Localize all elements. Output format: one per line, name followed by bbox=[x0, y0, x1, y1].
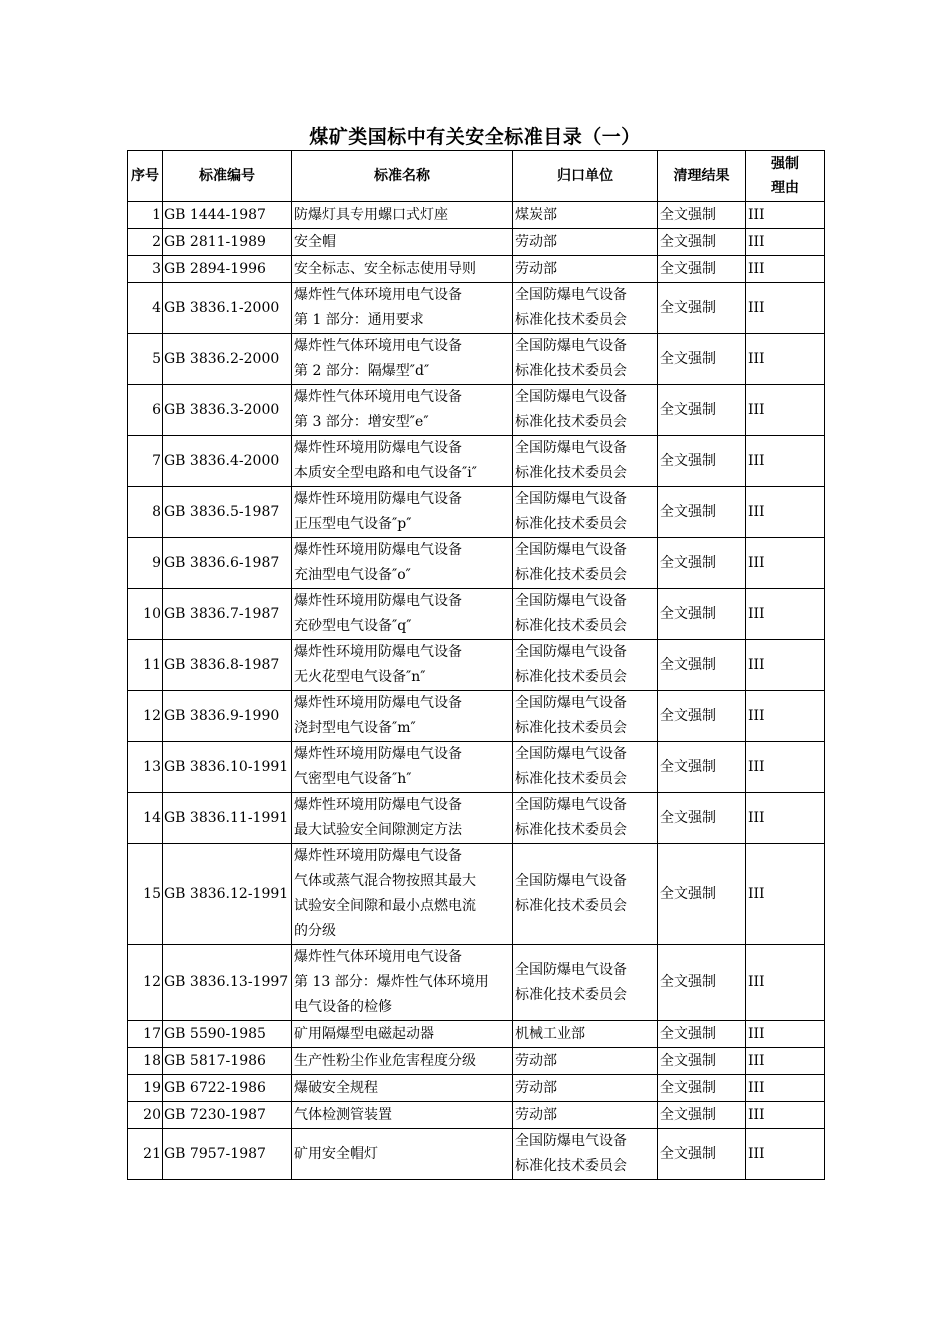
responsible-unit bbox=[513, 1021, 658, 1048]
standard-name bbox=[292, 385, 513, 436]
responsible-unit-line: 标准化技术委员会 bbox=[515, 986, 627, 1003]
header-dept: 归口单位 bbox=[513, 151, 658, 202]
header-no: 序号 bbox=[128, 151, 163, 202]
cleanup-result: 全文强制 bbox=[658, 334, 746, 385]
row-number: 17 bbox=[128, 1021, 163, 1048]
row-number: 6 bbox=[128, 385, 163, 436]
standard-name-line: 第 1 部分：通用要求 bbox=[294, 312, 424, 328]
table-row bbox=[128, 1075, 825, 1102]
standard-name bbox=[292, 1021, 513, 1048]
responsible-unit bbox=[513, 436, 658, 487]
responsible-unit bbox=[513, 202, 658, 229]
cleanup-result: 全文强制 bbox=[658, 436, 746, 487]
page-title: 煤矿类国标中有关安全标准目录（一） bbox=[309, 126, 641, 148]
mandatory-reason: III bbox=[746, 538, 825, 589]
table-row bbox=[128, 844, 825, 945]
standard-name bbox=[292, 793, 513, 844]
table-row bbox=[128, 436, 825, 487]
row-number: 4 bbox=[128, 283, 163, 334]
standard-name bbox=[292, 1129, 513, 1180]
cleanup-result: 全文强制 bbox=[658, 589, 746, 640]
header-code: 标准编号 bbox=[163, 151, 292, 202]
row-number: 12 bbox=[128, 945, 163, 1021]
mandatory-reason: III bbox=[746, 334, 825, 385]
standard-name-line: 爆炸性环境用防爆电气设备 bbox=[294, 593, 462, 609]
standard-code: GB 7230-1987 bbox=[163, 1102, 292, 1129]
cleanup-result: 全文强制 bbox=[658, 945, 746, 1021]
standard-code: GB 3836.8-1987 bbox=[163, 640, 292, 691]
responsible-unit-line: 标准化技术委员会 bbox=[515, 822, 627, 838]
responsible-unit-line: 全国防爆电气设备 bbox=[515, 542, 627, 558]
row-number: 7 bbox=[128, 436, 163, 487]
standard-code: GB 3836.9-1990 bbox=[163, 691, 292, 742]
row-number: 9 bbox=[128, 538, 163, 589]
header-reason-line1: 强制 bbox=[771, 156, 799, 172]
cleanup-result: 全文强制 bbox=[658, 640, 746, 691]
responsible-unit-line: 标准化技术委员会 bbox=[515, 363, 627, 379]
standard-name bbox=[292, 229, 513, 256]
standard-name bbox=[292, 945, 513, 1021]
standard-name-line: 气密型电气设备″h″ bbox=[294, 771, 412, 787]
mandatory-reason: III bbox=[746, 1021, 825, 1048]
standard-name-line: 爆炸性环境用防爆电气设备 bbox=[294, 695, 462, 711]
standard-name bbox=[292, 742, 513, 793]
standard-code: GB 2894-1996 bbox=[163, 256, 292, 283]
standard-name bbox=[292, 436, 513, 487]
standard-name bbox=[292, 640, 513, 691]
mandatory-reason: III bbox=[746, 202, 825, 229]
row-number: 1 bbox=[128, 202, 163, 229]
mandatory-reason: III bbox=[746, 436, 825, 487]
standard-name bbox=[292, 691, 513, 742]
mandatory-reason: III bbox=[746, 1075, 825, 1102]
responsible-unit-line: 全国防爆电气设备 bbox=[515, 338, 627, 354]
responsible-unit bbox=[513, 283, 658, 334]
cleanup-result: 全文强制 bbox=[658, 793, 746, 844]
table-row bbox=[128, 945, 825, 1021]
standard-code: GB 7957-1987 bbox=[163, 1129, 292, 1180]
standard-name-line: 爆炸性气体环境用电气设备 bbox=[294, 389, 462, 405]
mandatory-reason: III bbox=[746, 589, 825, 640]
mandatory-reason: III bbox=[746, 844, 825, 945]
table-row bbox=[128, 334, 825, 385]
standard-name bbox=[292, 844, 513, 945]
standard-name-line: 爆炸性环境用防爆电气设备 bbox=[294, 440, 462, 456]
mandatory-reason: III bbox=[746, 229, 825, 256]
standard-name-line: 本质安全型电路和电气设备″i″ bbox=[294, 465, 477, 481]
row-number: 21 bbox=[128, 1129, 163, 1180]
standard-name-line: 矿用安全帽灯 bbox=[294, 1145, 378, 1162]
responsible-unit bbox=[513, 691, 658, 742]
row-number: 12 bbox=[128, 691, 163, 742]
cleanup-result: 全文强制 bbox=[658, 691, 746, 742]
standard-name-line: 爆炸性环境用防爆电气设备 bbox=[294, 491, 462, 507]
standard-code: GB 3836.3-2000 bbox=[163, 385, 292, 436]
standard-name bbox=[292, 334, 513, 385]
standard-name bbox=[292, 1048, 513, 1075]
responsible-unit-line: 全国防爆电气设备 bbox=[515, 389, 627, 405]
cleanup-result: 全文强制 bbox=[658, 1129, 746, 1180]
standard-name bbox=[292, 202, 513, 229]
standard-name-line: 矿用隔爆型电磁起动器 bbox=[294, 1025, 434, 1042]
row-number: 2 bbox=[128, 229, 163, 256]
standard-name-line: 爆炸性环境用防爆电气设备 bbox=[294, 746, 462, 762]
mandatory-reason: III bbox=[746, 691, 825, 742]
standard-name-line: 第 13 部分：爆炸性气体环境用 bbox=[294, 974, 489, 990]
mandatory-reason: III bbox=[746, 640, 825, 691]
responsible-unit bbox=[513, 793, 658, 844]
standard-name-line: 正压型电气设备″p″ bbox=[294, 516, 412, 532]
responsible-unit-line: 全国防爆电气设备 bbox=[515, 287, 627, 303]
row-number: 10 bbox=[128, 589, 163, 640]
table-row bbox=[128, 538, 825, 589]
standard-name bbox=[292, 538, 513, 589]
mandatory-reason: III bbox=[746, 1129, 825, 1180]
responsible-unit-line: 全国防爆电气设备 bbox=[515, 961, 627, 978]
responsible-unit-line: 标准化技术委员会 bbox=[515, 720, 627, 736]
standard-name bbox=[292, 256, 513, 283]
standard-name-line: 生产性粉尘作业危害程度分级 bbox=[294, 1052, 476, 1069]
header-name: 标准名称 bbox=[292, 151, 513, 202]
responsible-unit bbox=[513, 256, 658, 283]
mandatory-reason: III bbox=[746, 793, 825, 844]
table-row bbox=[128, 202, 825, 229]
row-number: 5 bbox=[128, 334, 163, 385]
cleanup-result: 全文强制 bbox=[658, 1075, 746, 1102]
header-result: 清理结果 bbox=[658, 151, 746, 202]
standard-code: GB 3836.13-1997 bbox=[163, 945, 292, 1021]
row-number: 19 bbox=[128, 1075, 163, 1102]
standard-name-line: 防爆灯具专用螺口式灯座 bbox=[294, 206, 448, 223]
responsible-unit-line: 劳动部 bbox=[515, 1079, 557, 1096]
standard-name-line: 试验安全间隙和最小点燃电流 bbox=[294, 898, 476, 914]
row-number: 13 bbox=[128, 742, 163, 793]
responsible-unit-line: 劳动部 bbox=[515, 1052, 557, 1069]
header-reason-line2: 理由 bbox=[771, 180, 799, 196]
row-number: 15 bbox=[128, 844, 163, 945]
table-row bbox=[128, 691, 825, 742]
standard-name-line: 的分级 bbox=[294, 923, 336, 939]
responsible-unit-line: 全国防爆电气设备 bbox=[515, 873, 627, 889]
standard-name-line: 爆炸性气体环境用电气设备 bbox=[294, 287, 462, 303]
responsible-unit-line: 机械工业部 bbox=[515, 1025, 585, 1042]
responsible-unit-line: 劳动部 bbox=[515, 1106, 557, 1123]
responsible-unit-line: 全国防爆电气设备 bbox=[515, 1133, 627, 1149]
responsible-unit-line: 全国防爆电气设备 bbox=[515, 797, 627, 813]
standard-code: GB 3836.6-1987 bbox=[163, 538, 292, 589]
responsible-unit-line: 标准化技术委员会 bbox=[515, 898, 627, 914]
table-row bbox=[128, 589, 825, 640]
cleanup-result: 全文强制 bbox=[658, 229, 746, 256]
responsible-unit bbox=[513, 1129, 658, 1180]
standard-code: GB 3836.12-1991 bbox=[163, 844, 292, 945]
responsible-unit bbox=[513, 1048, 658, 1075]
header-reason bbox=[746, 151, 825, 202]
cleanup-result: 全文强制 bbox=[658, 256, 746, 283]
table-row bbox=[128, 1048, 825, 1075]
standard-name bbox=[292, 1075, 513, 1102]
responsible-unit bbox=[513, 385, 658, 436]
standard-name-line: 无火花型电气设备″n″ bbox=[294, 669, 426, 685]
standard-name-line: 安全帽 bbox=[294, 233, 336, 250]
table-row bbox=[128, 283, 825, 334]
standard-code: GB 3836.1-2000 bbox=[163, 283, 292, 334]
row-number: 14 bbox=[128, 793, 163, 844]
responsible-unit-line: 标准化技术委员会 bbox=[515, 669, 627, 685]
mandatory-reason: III bbox=[746, 1102, 825, 1129]
table-body bbox=[128, 202, 825, 1180]
table-row bbox=[128, 487, 825, 538]
mandatory-reason: III bbox=[746, 945, 825, 1021]
standard-name-line: 爆破安全规程 bbox=[294, 1079, 378, 1096]
row-number: 20 bbox=[128, 1102, 163, 1129]
responsible-unit-line: 全国防爆电气设备 bbox=[515, 491, 627, 507]
standard-code: GB 1444-1987 bbox=[163, 202, 292, 229]
table-row bbox=[128, 742, 825, 793]
responsible-unit bbox=[513, 229, 658, 256]
standard-code: GB 2811-1989 bbox=[163, 229, 292, 256]
responsible-unit-line: 标准化技术委员会 bbox=[515, 1158, 627, 1174]
table-row bbox=[128, 1129, 825, 1180]
responsible-unit-line: 全国防爆电气设备 bbox=[515, 746, 627, 762]
standard-name-line: 气体或蒸气混合物按照其最大 bbox=[294, 873, 476, 889]
row-number: 3 bbox=[128, 256, 163, 283]
cleanup-result: 全文强制 bbox=[658, 487, 746, 538]
responsible-unit-line: 标准化技术委员会 bbox=[515, 312, 627, 328]
standard-name-line: 最大试验安全间隙测定方法 bbox=[294, 822, 462, 838]
standard-code: GB 3836.10-1991 bbox=[163, 742, 292, 793]
standard-name bbox=[292, 283, 513, 334]
table-row bbox=[128, 793, 825, 844]
responsible-unit-line: 劳动部 bbox=[515, 233, 557, 250]
mandatory-reason: III bbox=[746, 1048, 825, 1075]
row-number: 11 bbox=[128, 640, 163, 691]
responsible-unit-line: 全国防爆电气设备 bbox=[515, 644, 627, 660]
standard-code: GB 3836.2-2000 bbox=[163, 334, 292, 385]
mandatory-reason: III bbox=[746, 487, 825, 538]
cleanup-result: 全文强制 bbox=[658, 742, 746, 793]
standard-name-line: 第 3 部分：增安型″e″ bbox=[294, 414, 429, 430]
responsible-unit-line: 标准化技术委员会 bbox=[515, 465, 627, 481]
standard-code: GB 3836.11-1991 bbox=[163, 793, 292, 844]
standard-name-line: 安全标志、安全标志使用导则 bbox=[294, 260, 476, 277]
responsible-unit bbox=[513, 1075, 658, 1102]
responsible-unit bbox=[513, 640, 658, 691]
standard-name-line: 爆炸性环境用防爆电气设备 bbox=[294, 797, 462, 813]
responsible-unit-line: 标准化技术委员会 bbox=[515, 414, 627, 430]
responsible-unit-line: 全国防爆电气设备 bbox=[515, 593, 627, 609]
standard-code: GB 3836.7-1987 bbox=[163, 589, 292, 640]
standard-name-line: 充油型电气设备″o″ bbox=[294, 567, 411, 583]
responsible-unit bbox=[513, 1102, 658, 1129]
standard-name bbox=[292, 589, 513, 640]
standards-table bbox=[127, 150, 825, 1180]
table-header-row bbox=[128, 151, 825, 202]
standard-name bbox=[292, 1102, 513, 1129]
responsible-unit-line: 标准化技术委员会 bbox=[515, 567, 627, 583]
responsible-unit-line: 全国防爆电气设备 bbox=[515, 695, 627, 711]
responsible-unit-line: 标准化技术委员会 bbox=[515, 771, 627, 787]
cleanup-result: 全文强制 bbox=[658, 385, 746, 436]
standard-name-line: 浇封型电气设备″m″ bbox=[294, 720, 416, 736]
responsible-unit bbox=[513, 844, 658, 945]
mandatory-reason: III bbox=[746, 742, 825, 793]
standard-code: GB 3836.4-2000 bbox=[163, 436, 292, 487]
mandatory-reason: III bbox=[746, 256, 825, 283]
standard-name-line: 爆炸性气体环境用电气设备 bbox=[294, 338, 462, 354]
standard-name-line: 爆炸性环境用防爆电气设备 bbox=[294, 542, 462, 558]
table-row bbox=[128, 229, 825, 256]
responsible-unit-line: 标准化技术委员会 bbox=[515, 618, 627, 634]
standard-name-line: 爆炸性环境用防爆电气设备 bbox=[294, 644, 462, 660]
cleanup-result: 全文强制 bbox=[658, 1021, 746, 1048]
cleanup-result: 全文强制 bbox=[658, 538, 746, 589]
cleanup-result: 全文强制 bbox=[658, 1102, 746, 1129]
standard-code: GB 5590-1985 bbox=[163, 1021, 292, 1048]
standard-name-line: 爆炸性环境用防爆电气设备 bbox=[294, 848, 462, 864]
responsible-unit bbox=[513, 945, 658, 1021]
responsible-unit bbox=[513, 538, 658, 589]
cleanup-result: 全文强制 bbox=[658, 283, 746, 334]
standard-name-line: 第 2 部分：隔爆型″d″ bbox=[294, 363, 430, 379]
table-row bbox=[128, 1021, 825, 1048]
mandatory-reason: III bbox=[746, 283, 825, 334]
responsible-unit-line: 全国防爆电气设备 bbox=[515, 440, 627, 456]
responsible-unit bbox=[513, 589, 658, 640]
responsible-unit-line: 煤炭部 bbox=[515, 206, 557, 223]
responsible-unit bbox=[513, 742, 658, 793]
responsible-unit bbox=[513, 334, 658, 385]
standard-code: GB 3836.5-1987 bbox=[163, 487, 292, 538]
table-row bbox=[128, 1102, 825, 1129]
standard-name-line: 爆炸性气体环境用电气设备 bbox=[294, 949, 462, 965]
table-row bbox=[128, 385, 825, 436]
responsible-unit-line: 标准化技术委员会 bbox=[515, 516, 627, 532]
table-row bbox=[128, 640, 825, 691]
standard-code: GB 5817-1986 bbox=[163, 1048, 292, 1075]
responsible-unit-line: 劳动部 bbox=[515, 260, 557, 277]
standard-name-line: 电气设备的检修 bbox=[294, 999, 392, 1015]
row-number: 8 bbox=[128, 487, 163, 538]
standard-name bbox=[292, 487, 513, 538]
standard-code: GB 6722-1986 bbox=[163, 1075, 292, 1102]
mandatory-reason: III bbox=[746, 385, 825, 436]
cleanup-result: 全文强制 bbox=[658, 844, 746, 945]
responsible-unit bbox=[513, 487, 658, 538]
row-number: 18 bbox=[128, 1048, 163, 1075]
table-row bbox=[128, 256, 825, 283]
cleanup-result: 全文强制 bbox=[658, 202, 746, 229]
cleanup-result: 全文强制 bbox=[658, 1048, 746, 1075]
standard-name-line: 充砂型电气设备″q″ bbox=[294, 618, 412, 634]
standard-name-line: 气体检测管装置 bbox=[294, 1106, 392, 1123]
